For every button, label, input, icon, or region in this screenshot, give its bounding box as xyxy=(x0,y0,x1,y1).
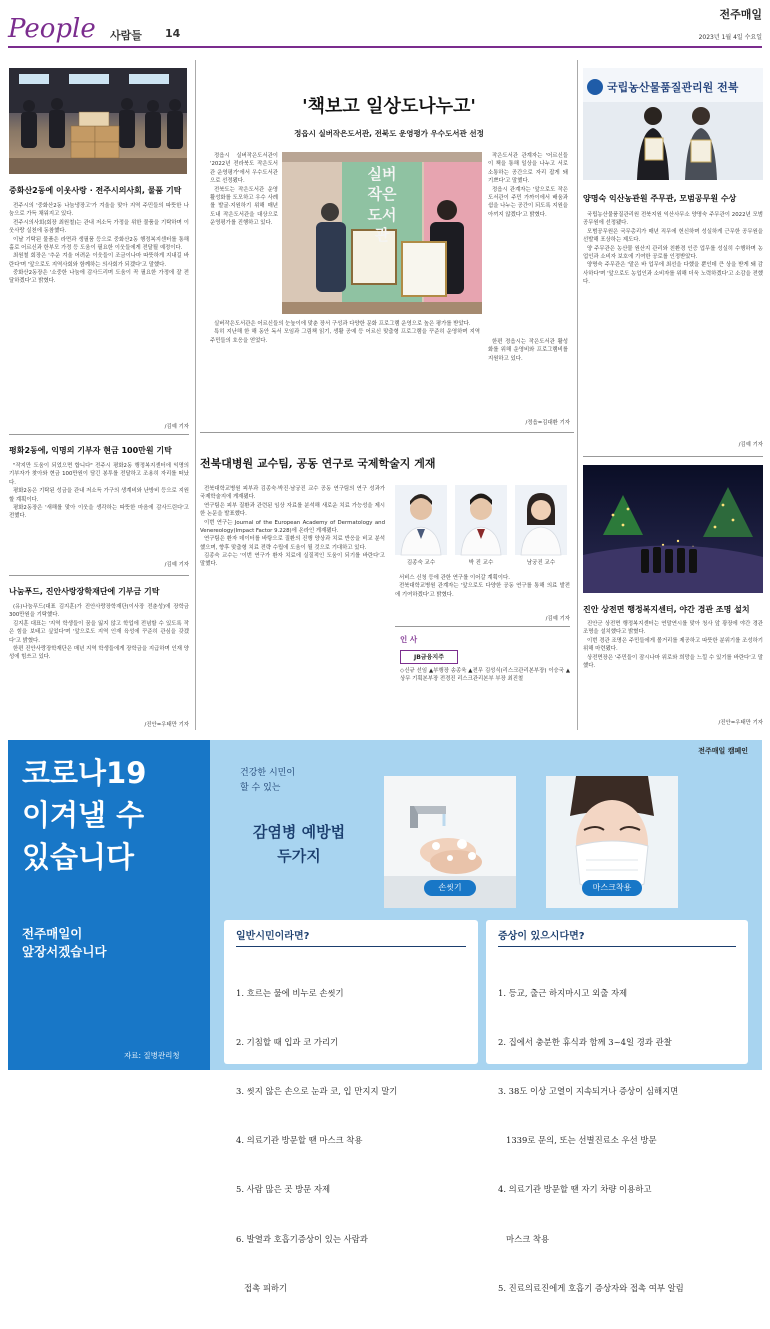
award-photo-sign: 국립농산물품질관리원 전북 xyxy=(607,81,739,94)
personnel-org: JB금융지주 xyxy=(400,650,458,664)
handwash-illustration xyxy=(384,776,516,908)
article-b1-title: 양명숙 익산농관원 주무관, 모범공무원 수상 xyxy=(583,194,737,203)
ad-slogan-big: 감염병 예방법 두가지 xyxy=(252,823,346,865)
covid-ad xyxy=(8,740,762,1293)
personnel-text: ◇신규 선임 ▲부행장 송종욱 ▲전무 김성식(리스크관리본부장) 이승국 ▲상무 기획본부장 전경진 리스크관리본부 부장 최진철 xyxy=(400,668,570,683)
symptom-guide-box xyxy=(486,920,748,1293)
library-sign: 실버 작은 도서관 xyxy=(367,165,397,244)
article-b1-byline: /김예 기자 xyxy=(738,442,763,448)
divider xyxy=(395,626,570,627)
divider xyxy=(9,434,189,435)
list-item: 6. 발열과 호흡기증상이 있는 사람과 xyxy=(236,1233,368,1244)
main-article-lower: 실버작은도서관은 어르신들의 눈높이에 맞춘 장서 구성과 다양한 문화 프로그램 운영으로 높은 평가를 받았다. 특히 지난해 한 해 동안 독서 모임과 그림책 읽기, 생활 공예 등 어르신 맞춤형 프로그램을 꾸준히 운영하며 지역 주민들의 호응을 얻었다. xyxy=(210,321,480,344)
article-a2-title: 평화2동에, 익명의 기부자 현금 100만원 기탁 xyxy=(9,446,172,455)
list-item: 1. 등교, 출근 하지마시고 외출 자제 xyxy=(498,987,628,998)
research-article-byline: /김예 기자 xyxy=(545,616,570,622)
research-article-title: 전북대병원 교수팀, 공동 연구로 국제학술지 게재 xyxy=(200,457,436,470)
header-rule xyxy=(8,46,762,48)
article-a1-body: 전주시의 '중화산2동 나눔냉장고'가 겨울을 맞아 지역 주민들의 따뜻한 나눔으로 가득 채워지고 있다. 전주시의사회(회장 최원철)는 관내 저소득 가정을 위한 물품을 기탁하며 이웃사랑 실천에 동참했다. 이날 기탁된 물품은 라면과 생필품 등으로 중화산2동 행정복지센터를 통해 홀로 어르신과 한부모 가정 등 도움이 필요한 이웃들에게 전달될 예정이다. 최원철 회장은 '추운 겨울 어려운 이웃들이 조금이나마 따뜻하게 지내길 바란다'며 '앞으로도 지역사회와 함께하는 의사회가 되겠다'고 말했다. 중화산2동장은 '소중한 나눔에 감사드리며 도움이 꼭 필요한 가정에 잘 전달하겠다'고 밝혔다. xyxy=(9,203,189,285)
list-item: 4. 의료기관 방문할 땐 자기 차량 이용하고 xyxy=(498,1184,652,1195)
donation-photo xyxy=(9,68,187,174)
portrait-3-caption: 남궁진 교수 xyxy=(526,560,556,566)
portrait-1-caption: 김종숙 교수 xyxy=(406,560,436,566)
list-item: 3. 38도 이상 고열이 지속되거나 증상이 심해지면 xyxy=(498,1086,679,1097)
divider xyxy=(498,946,736,947)
ad-subline: 전주매일이 앞장서겠습니다 xyxy=(22,926,107,960)
column-divider xyxy=(577,60,578,730)
section-subtitle: 사람들 xyxy=(110,29,142,42)
paper-name: 전주매일 xyxy=(719,8,762,21)
column-divider xyxy=(195,60,196,730)
portrait-2-caption: 박 진 교수 xyxy=(468,560,494,566)
section-title: People xyxy=(8,14,96,44)
list-item: 4. 의료기관 방문할 땐 마스크 착용 xyxy=(236,1135,363,1146)
main-article-title: '책보고 일상도나누고' xyxy=(302,96,476,117)
main-article-subtitle: 정읍시 실버작은도서관, 전북도 운영평가 우수도서관 선정 xyxy=(294,129,484,138)
portrait-2 xyxy=(455,485,507,555)
personnel-label: 인 사 xyxy=(400,635,418,644)
issue-date: 2023년 1월 4일 수요일 xyxy=(698,34,762,41)
article-b2-byline: /진안=우태만 기자 xyxy=(718,720,763,726)
article-a3-title: 나눔푸드, 진안사랑장학재단에 기부금 기탁 xyxy=(9,587,160,596)
list-item: 2. 집에서 충분한 휴식과 함께 3~4일 경과 관찰 xyxy=(498,1036,672,1047)
article-a2-body: "작지만 도움이 되었으면 합니다" 전주시 평화2동 행정복지센터에 익명의 기부자가 찾아와 현금 100만원이 담긴 봉투를 전달하고 조용히 자리를 떠났다. 평화2동은 기탁된 성금을 관내 저소득 가구의 생계비와 난방비 등으로 지원할 계획이다. 평화2동장은 '새해를 맞아 이웃을 생각하는 따뜻한 마음에 감사드린다'고 전했다. xyxy=(9,463,189,520)
doctor-portrait-icon xyxy=(455,485,507,555)
list-item: 1. 흐르는 물에 비누로 손씻기 xyxy=(236,987,344,998)
general-guide-title: 일반시민이라면? xyxy=(236,931,310,942)
ad-source: 자료: 질병관리청 xyxy=(124,1051,180,1060)
divider xyxy=(236,946,466,947)
divider xyxy=(583,456,763,457)
article-a1-byline: /김예 기자 xyxy=(164,424,189,430)
doctor-portrait-icon xyxy=(395,485,447,555)
donation-photo-scene xyxy=(9,68,187,174)
symptom-guide-title: 증상이 있으시다면? xyxy=(498,931,585,942)
list-item: 마스크 착용 xyxy=(498,1233,550,1244)
list-item: 2. 기침할 때 입과 코 가리기 xyxy=(236,1036,339,1047)
portrait-1 xyxy=(395,485,447,555)
main-article-col3: 작은도서관 관계자는 '어르신들이 책을 통해 일상을 나누고 서로 소통하는 공간으로 자리 잡게 돼 기쁘다'고 말했다. 정읍시 관계자는 '앞으로도 작은도서관이 주민 가까이에서 배움과 쉼을 나누는 공간이 되도록 지원을 아끼지 않겠다'고 밝혔다. xyxy=(488,153,568,218)
article-a1-title: 중화산2동에 이웃사랑 · 전주시의사회, 물품 기탁 xyxy=(9,186,182,195)
main-article-col1: 정읍시 실버작은도서관이 '2022년 전라북도 작은도서관 운영평가'에서 우수도서관으로 선정됐다. 전북도는 작은도서관 운영 활성화를 도모하고 우수 사례를 발굴·지원하기 위해 매년 도내 작은도서관을 대상으로 운영평가를 진행하고 있다. xyxy=(210,153,278,226)
page-header xyxy=(0,0,770,46)
general-guide-list xyxy=(236,952,476,1329)
article-a3-byline: /진안=우태만 기자 xyxy=(144,722,189,728)
list-item: 접촉 피하기 xyxy=(236,1282,288,1293)
article-b1-body: 국립농산물품질관리원 전북지원 익산사무소 양명숙 주무관이 2022년 모범공무원에 선정됐다. 모범공무원은 국무총리가 매년 직무에 헌신하며 성실하게 근무한 공무원을 선발해 포상하는 제도다. 양 주무관은 농산물 원산지 관리와 친환경 인증 업무를 성실히 수행하며 농업인과 소비자 보호에 기여한 공로를 인정받았다. 양명숙 주무관은 '맡은 바 업무에 최선을 다했을 뿐인데 큰 상을 받게 돼 감사하다'며 '앞으로도 농업인과 소비자를 위해 더욱 노력하겠다'고 소감을 전했다. xyxy=(583,212,763,285)
research-article-left: 전북대학교병원 피부과 김종숙·박진·남궁진 교수 공동 연구팀의 연구 성과가 국제학술지에 게재됐다. 연구팀은 피부 질환과 관련된 임상 자료를 분석해 새로운 치료 가능성을 제시한 논문을 발표했다. 이번 연구는 Journal of the European Academy of Dermatology and Venereology(Impact Factor 9.228)에 온라인 게재됐다. 연구팀은 환자 데이터를 바탕으로 질환의 진행 양상과 치료 반응을 비교 분석했으며, 향후 맞춤형 치료 전략 수립에 도움이 될 것으로 기대하고 있다. 김종숙 교수는 '이번 연구가 환자 치료에 실질적인 도움이 되기를 바란다'고 말했다. xyxy=(200,486,385,568)
award-photo xyxy=(583,68,763,180)
ad-info-panel xyxy=(210,740,762,1293)
ad-slogan-small: 건강한 시민이 할 수 있는 xyxy=(240,768,296,794)
main-article-byline: /정읍=김대환 기자 xyxy=(525,420,570,426)
list-item: 3. 씻지 않은 손으로 눈과 코, 입 만지지 말기 xyxy=(236,1086,398,1097)
list-item: 1339로 문의, 또는 선별진료소 우선 방문 xyxy=(498,1135,657,1146)
ad-headline: 코로나19 이겨낼 수 있습니다 xyxy=(22,756,147,875)
mask-badge: 마스크착용 xyxy=(582,880,642,896)
mask-illustration xyxy=(546,776,678,908)
portrait-3 xyxy=(515,485,567,555)
article-b2-title: 진안 상전면 행정복지센터, 야간 경관 조명 설치 xyxy=(583,605,750,614)
doctor-portrait-icon xyxy=(515,485,567,555)
handwash-badge: 손씻기 xyxy=(424,880,476,896)
divider xyxy=(200,432,574,433)
article-b2-body: 진안군 상전면 행정복지센터는 연말연시를 맞아 청사 앞 광장에 야간 경관 조명을 설치했다고 밝혔다. 이번 경관 조명은 주민들에게 볼거리를 제공하고 따뜻한 분위기를 조성하기 위해 마련됐다. 상전면장은 '주민들이 잠시나마 위로와 희망을 느낄 수 있기를 바란다'고 말했다. xyxy=(583,621,763,669)
divider xyxy=(9,575,189,576)
lighting-photo-scene xyxy=(583,465,763,593)
library-photo xyxy=(282,152,482,314)
symptom-guide-list xyxy=(498,952,746,1329)
article-a3-body: (유)나눔푸드(대표 김지훈)가 진안사랑장학재단(이사장 전춘성)에 장학금 300만원을 기탁했다. 김지훈 대표는 '지역 학생들이 꿈을 잃지 않고 학업에 전념할 수 있도록 작은 힘을 보태고 싶었다'며 '앞으로도 지역 인재 육성에 꾸준히 관심을 갖겠다'고 밝혔다. 한편 진안사랑장학재단은 매년 지역 학생들에게 장학금을 지급하며 인재 양성에 힘쓰고 있다. xyxy=(9,604,189,661)
research-article-right: 서비스 신청 등에 관한 연구를 이어갈 계획이다. 전북대학교병원 관계자는 '앞으로도 다양한 공동 연구를 통해 의료 발전에 기여하겠다'고 밝혔다. xyxy=(395,575,570,598)
list-item: 5. 사람 많은 곳 방문 자제 xyxy=(236,1184,331,1195)
main-article-lower-right: 한편 정읍시는 작은도서관 활성화를 위해 운영비와 프로그램비를 지원하고 있다. xyxy=(488,339,568,362)
article-a2-byline: /김예 기자 xyxy=(164,562,189,568)
list-item: 5. 진료의료진에게 호흡기 증상자와 접촉 여부 알림 xyxy=(498,1282,684,1293)
page-number: 14 xyxy=(165,27,181,40)
ad-campaign: 전주매일 캠페인 xyxy=(698,747,748,755)
lighting-photo xyxy=(583,465,763,593)
general-guide-box xyxy=(224,920,478,1293)
